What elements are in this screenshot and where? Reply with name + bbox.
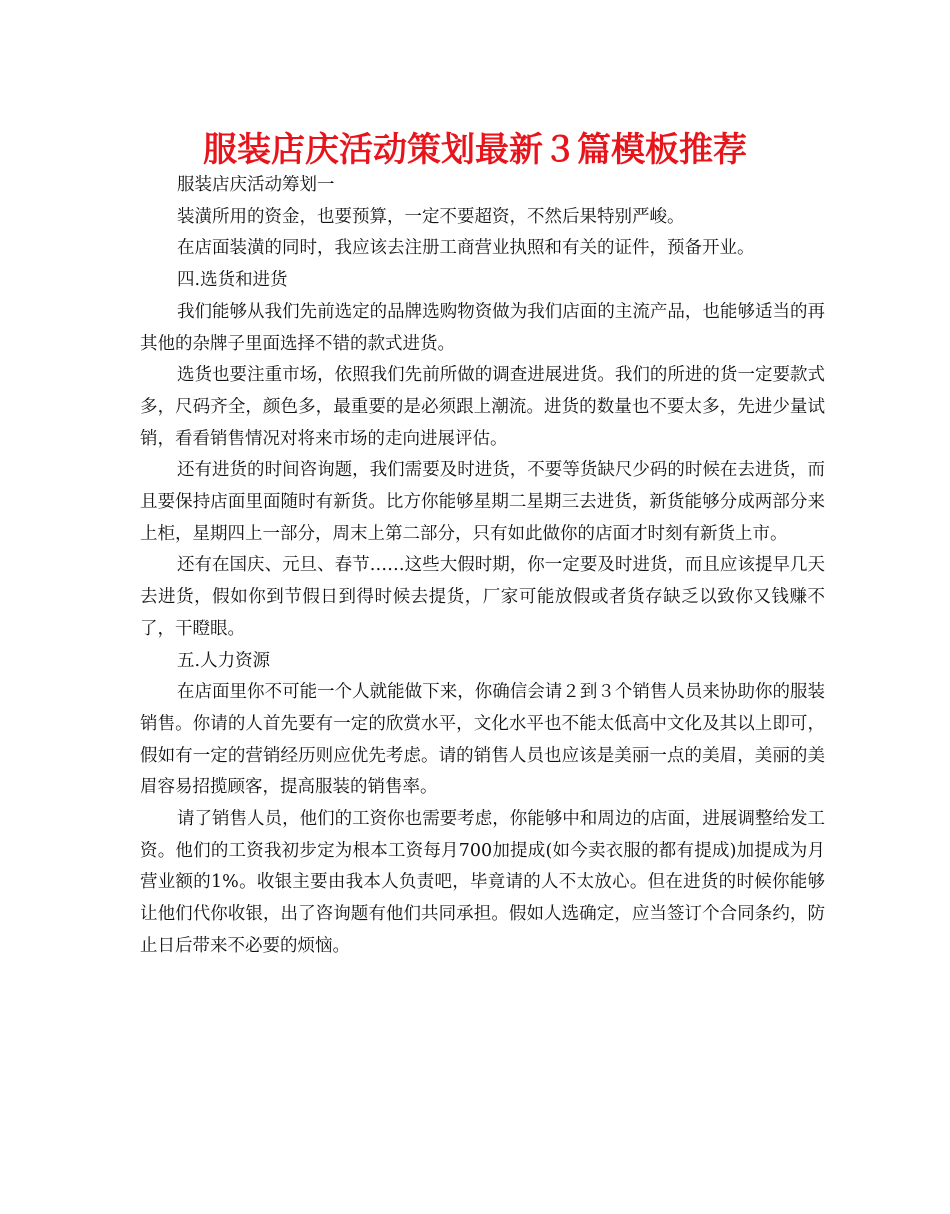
paragraph: 还有进货的时间咨询题，我们需要及时进货，不要等货缺尺少码的时候在去进货，而且要保持店面里面随时有新货。比方你能够星期二星期三去进货，新货能够分成两部分来上柜，星期四上一部分，周末上第二部分，只有如此做你的店面才时刻有新货上市。 <box>140 460 825 544</box>
paragraph: 我们能够从我们先前选定的品牌选购物资做为我们店面的主流产品，也能够适当的再其他的杂牌子里面选择不错的款式进货。 <box>140 301 825 354</box>
document-title: 服装店庆活动策划最新３篇模板推荐 <box>203 130 747 170</box>
section-heading: 五.人力资源 <box>177 650 271 671</box>
document-body <box>140 170 825 963</box>
paragraph-subtitle: 服装店庆活动筹划一 <box>177 175 335 195</box>
paragraph: 在店面装潢的同时，我应该去注册工商营业执照和有关的证件，预备开业。 <box>177 238 755 259</box>
paragraph: 装潢所用的资金，也要预算，一定不要超资，不然后果特别严峻。 <box>177 206 685 227</box>
paragraph: 还有在国庆、元旦、春节……这些大假时期，你一定要及时进货，而且应该提早几天去进货，假如你到节假日到得时候去提货，厂家可能放假或者货存缺乏以致你又钱赚不了，干瞪眼。 <box>140 555 825 639</box>
section-heading: 四.选货和进货 <box>177 270 288 291</box>
paragraph: 在店面里你不可能一个人就能做下来，你确信会请２到３个销售人员来协助你的服装销售。你请的人首先要有一定的欣赏水平，文化水平也不能太低高中文化及其以上即可，假如有一定的营销经历则应优先考虑。请的销售人员也应该是美丽一点的美眉，美丽的美眉容易招揽顾客，提高服装的销售率。 <box>140 682 825 798</box>
paragraph: 选货也要注重市场，依照我们先前所做的调查进展进货。我们的所进的货一定要款式多，尺码齐全，颜色多，最重要的是必须跟上潮流。进货的数量也不要太多，先进少量试销，看看销售情况对将来市场的走向进展评估。 <box>140 365 825 449</box>
paragraph: 请了销售人员，他们的工资你也需要考虑，你能够中和周边的店面，进展调整给发工资。他们的工资我初步定为根本工资每月700加提成(如今卖衣服的都有提成)加提成为月营业额的1%。收银主要由我本人负责吧，毕竟请的人不太放心。但在进货的时候你能够让他们代你收银，出了咨询题有他们共同承担。假如人选确定，应当签订个合同条约，防止日后带来不必要的烦恼。 <box>140 809 825 956</box>
